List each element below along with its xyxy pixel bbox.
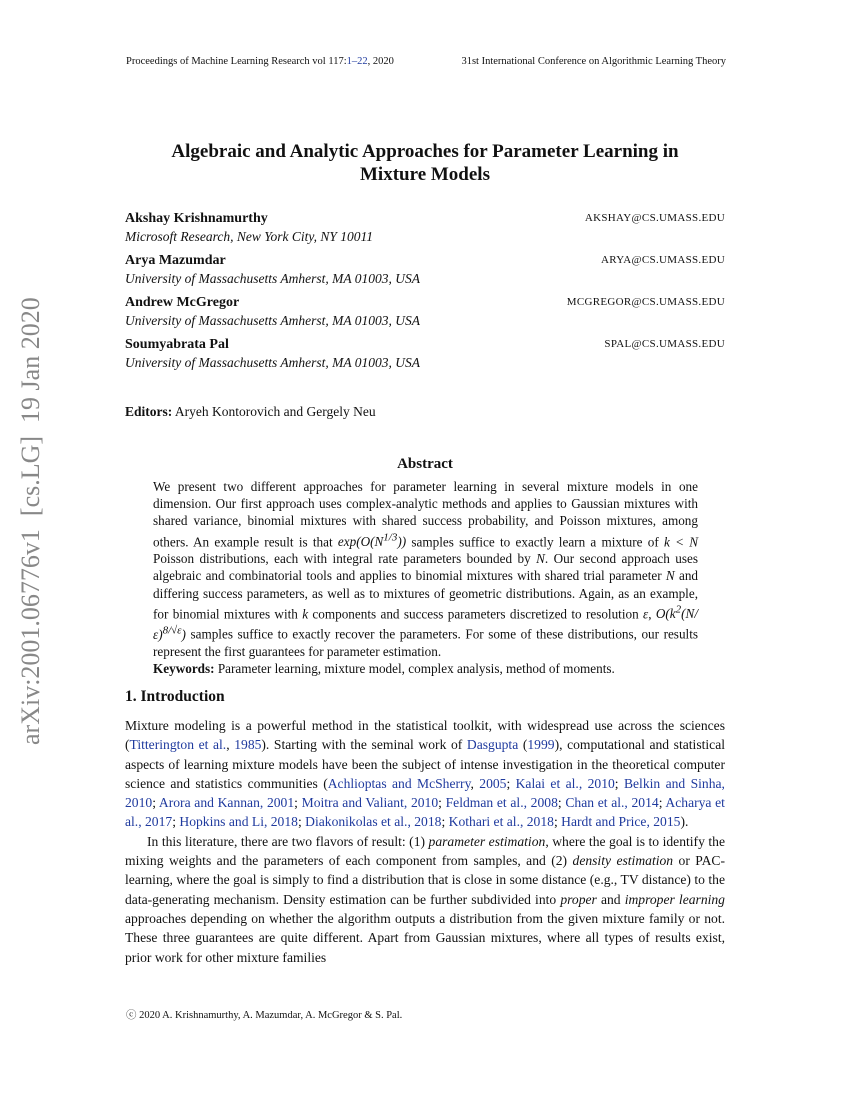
author-entry xyxy=(125,294,725,336)
proceedings-line: Proceedings of Machine Learning Research vol 117:1–22, 2020 xyxy=(126,56,394,67)
author-entry xyxy=(125,336,725,378)
citation-link[interactable]: Chan et al., 2014 xyxy=(565,795,659,811)
citation-link[interactable]: Kothari et al., 2018 xyxy=(448,814,554,830)
author-affiliation: University of Massachusetts Amherst, MA 01003, USA xyxy=(125,271,420,286)
editors-line xyxy=(125,404,376,420)
citation-link[interactable]: Arora and Kannan, 2001 xyxy=(158,795,295,811)
math-expr: $\exp(O(N^{1/3}))$ xyxy=(337,531,407,549)
math-expr: N xyxy=(665,568,675,584)
author-entry xyxy=(125,210,725,252)
intro-paragraph-2: In this literature, there are two flavors of result: (1) parameter estimation, where the goal is to identify the mixing weights and the parameters of each component from samples, and (2) density estimation or PAC-learning, where the goal is simply to find a distribution that is close in some distance (e.g., TV distance) to the data-generating mechanism. Density estimation can be further subdivided into proper and improper learning approaches depending on whether the algorithm outputs a distribution from the given mixture family or not. These three guarantees are quite different. Apart from Gaussian mixtures, where all types of results exist, prior work for other mixture families xyxy=(125,833,725,965)
editors-names: Aryeh Kontorovich and Gergely Neu xyxy=(174,404,376,419)
author-affiliation: University of Massachusetts Amherst, MA 01003, USA xyxy=(125,355,420,370)
math-expr: $O(k^2(N/\varepsilon)^{8/√\varepsilon})$ xyxy=(153,603,699,642)
keywords-text: Parameter learning, mixture model, complex analysis, method of moments. xyxy=(217,661,615,677)
author-name: Akshay Krishnamurthy xyxy=(125,211,268,226)
author-list xyxy=(125,210,725,378)
citation-link[interactable]: Achlioptas and McSherry xyxy=(327,775,471,791)
math-expr: ε xyxy=(643,606,649,622)
citation-link[interactable]: Hardt and Price, 2015 xyxy=(561,814,681,830)
author-name: Soumyabrata Pal xyxy=(125,337,229,352)
author-affiliation: Microsoft Research, New York City, NY 10011 xyxy=(125,229,374,244)
arxiv-stamp xyxy=(0,260,53,760)
pages-link[interactable]: 1–22 xyxy=(346,56,368,67)
introduction-body xyxy=(125,716,725,967)
author-email: ARYA@CS.UMASS.EDU xyxy=(600,254,725,266)
author-name: Andrew McGregor xyxy=(125,295,240,310)
math-expr: k xyxy=(302,606,309,622)
citation-link[interactable]: 1999 xyxy=(527,737,555,753)
abstract-heading: Abstract xyxy=(397,456,453,472)
citation-link[interactable]: Belkin and Sinha, 2010 xyxy=(125,775,725,811)
citation-link[interactable]: Feldman et al., 2008 xyxy=(445,795,558,811)
conference-name: 31st International Conference on Algorithmic Learning Theory xyxy=(461,56,726,67)
citation-link[interactable]: Acharya et al., 2017 xyxy=(125,795,725,830)
citation-link[interactable]: Titterington et al. xyxy=(129,737,227,753)
author-email: SPAL@CS.UMASS.EDU xyxy=(604,338,725,350)
copyright-footer: ⓒ 2020 A. Krishnamurthy, A. Mazumdar, A. McGregor & S. Pal. xyxy=(126,1010,403,1021)
citation-link[interactable]: Moitra and Valiant, 2010 xyxy=(301,795,439,811)
citation-link[interactable]: 1985 xyxy=(234,737,262,753)
abstract-text: We present two different approaches for parameter learning in several mixture models in one dimension. Our first approach uses complex-analytic methods and applies to Gaussian mixtures with shared variance, binomial mixtures with shared success probability, and Poisson mixtures, among others. An example result is that $\exp(O(N^{1/3}))$ samples suffice to exactly learn a mixture of k < N Poisson distributions, each with integral rate parameters bounded by N. Our second approach uses algebraic and combinatorial tools and applies to binomial mixtures with shared trial parameter N and differing success parameters, as well as to mixtures of geometric distributions. Again, as an example, for binomial mixtures with k components and success parameters discretized to resolution ε, $O(k^2(N/\varepsilon)^{8/√\varepsilon})$ samples suffice to exactly recover the parameters. For some of these distributions, our results represent the first guarantees for parameter estimation. xyxy=(153,479,699,659)
abstract-body xyxy=(153,478,698,677)
citation-link[interactable]: Diakonikolas et al., 2018 xyxy=(305,814,442,830)
paper-title: Algebraic and Analytic Approaches for Parameter Learning in Mixture Models xyxy=(171,141,679,185)
citation-link[interactable]: Dasgupta xyxy=(466,737,519,753)
math-expr: N xyxy=(536,551,545,567)
author-name: Arya Mazumdar xyxy=(125,253,226,268)
math-expr: k < N xyxy=(663,534,699,549)
keywords-label: Keywords: xyxy=(153,661,215,677)
author-email: MCGREGOR@CS.UMASS.EDU xyxy=(566,296,725,308)
section-heading-introduction: 1. Introduction xyxy=(125,688,225,705)
editors-label: Editors: xyxy=(125,404,173,419)
arxiv-stamp-text: arXiv:2001.06776v1 [cs.LG] 19 Jan 2020 xyxy=(16,297,45,745)
author-entry xyxy=(125,252,725,294)
author-email: AKSHAY@CS.UMASS.EDU xyxy=(584,212,725,224)
citation-link[interactable]: 2005 xyxy=(479,775,507,791)
running-header xyxy=(126,56,726,67)
intro-paragraph-1: Mixture modeling is a powerful method in the statistical toolkit, with widespread use across the sciences (Titterington et al., 1985). Starting with the seminal work of Dasgupta (1999), computational and statistical aspects of learning mixture models have been the subject of intense investigation in the theoretical computer science and statistics communities (Achlioptas and McSherry, 2005; Kalai et al., 2010; Belkin and Sinha, 2010; Arora and Kannan, 2001; Moitra and Valiant, 2010; Feldman et al., 2008; Chan et al., 2014; Acharya et al., 2017; Hopkins and Li, 2018; Diakonikolas et al., 2018; Kothari et al., 2018; Hardt and Price, 2015). xyxy=(125,718,726,830)
citation-link[interactable]: Kalai et al., 2010 xyxy=(515,775,615,791)
author-affiliation: University of Massachusetts Amherst, MA 01003, USA xyxy=(125,313,420,328)
keywords-line xyxy=(153,660,698,677)
citation-link[interactable]: Hopkins and Li, 2018 xyxy=(179,814,298,830)
